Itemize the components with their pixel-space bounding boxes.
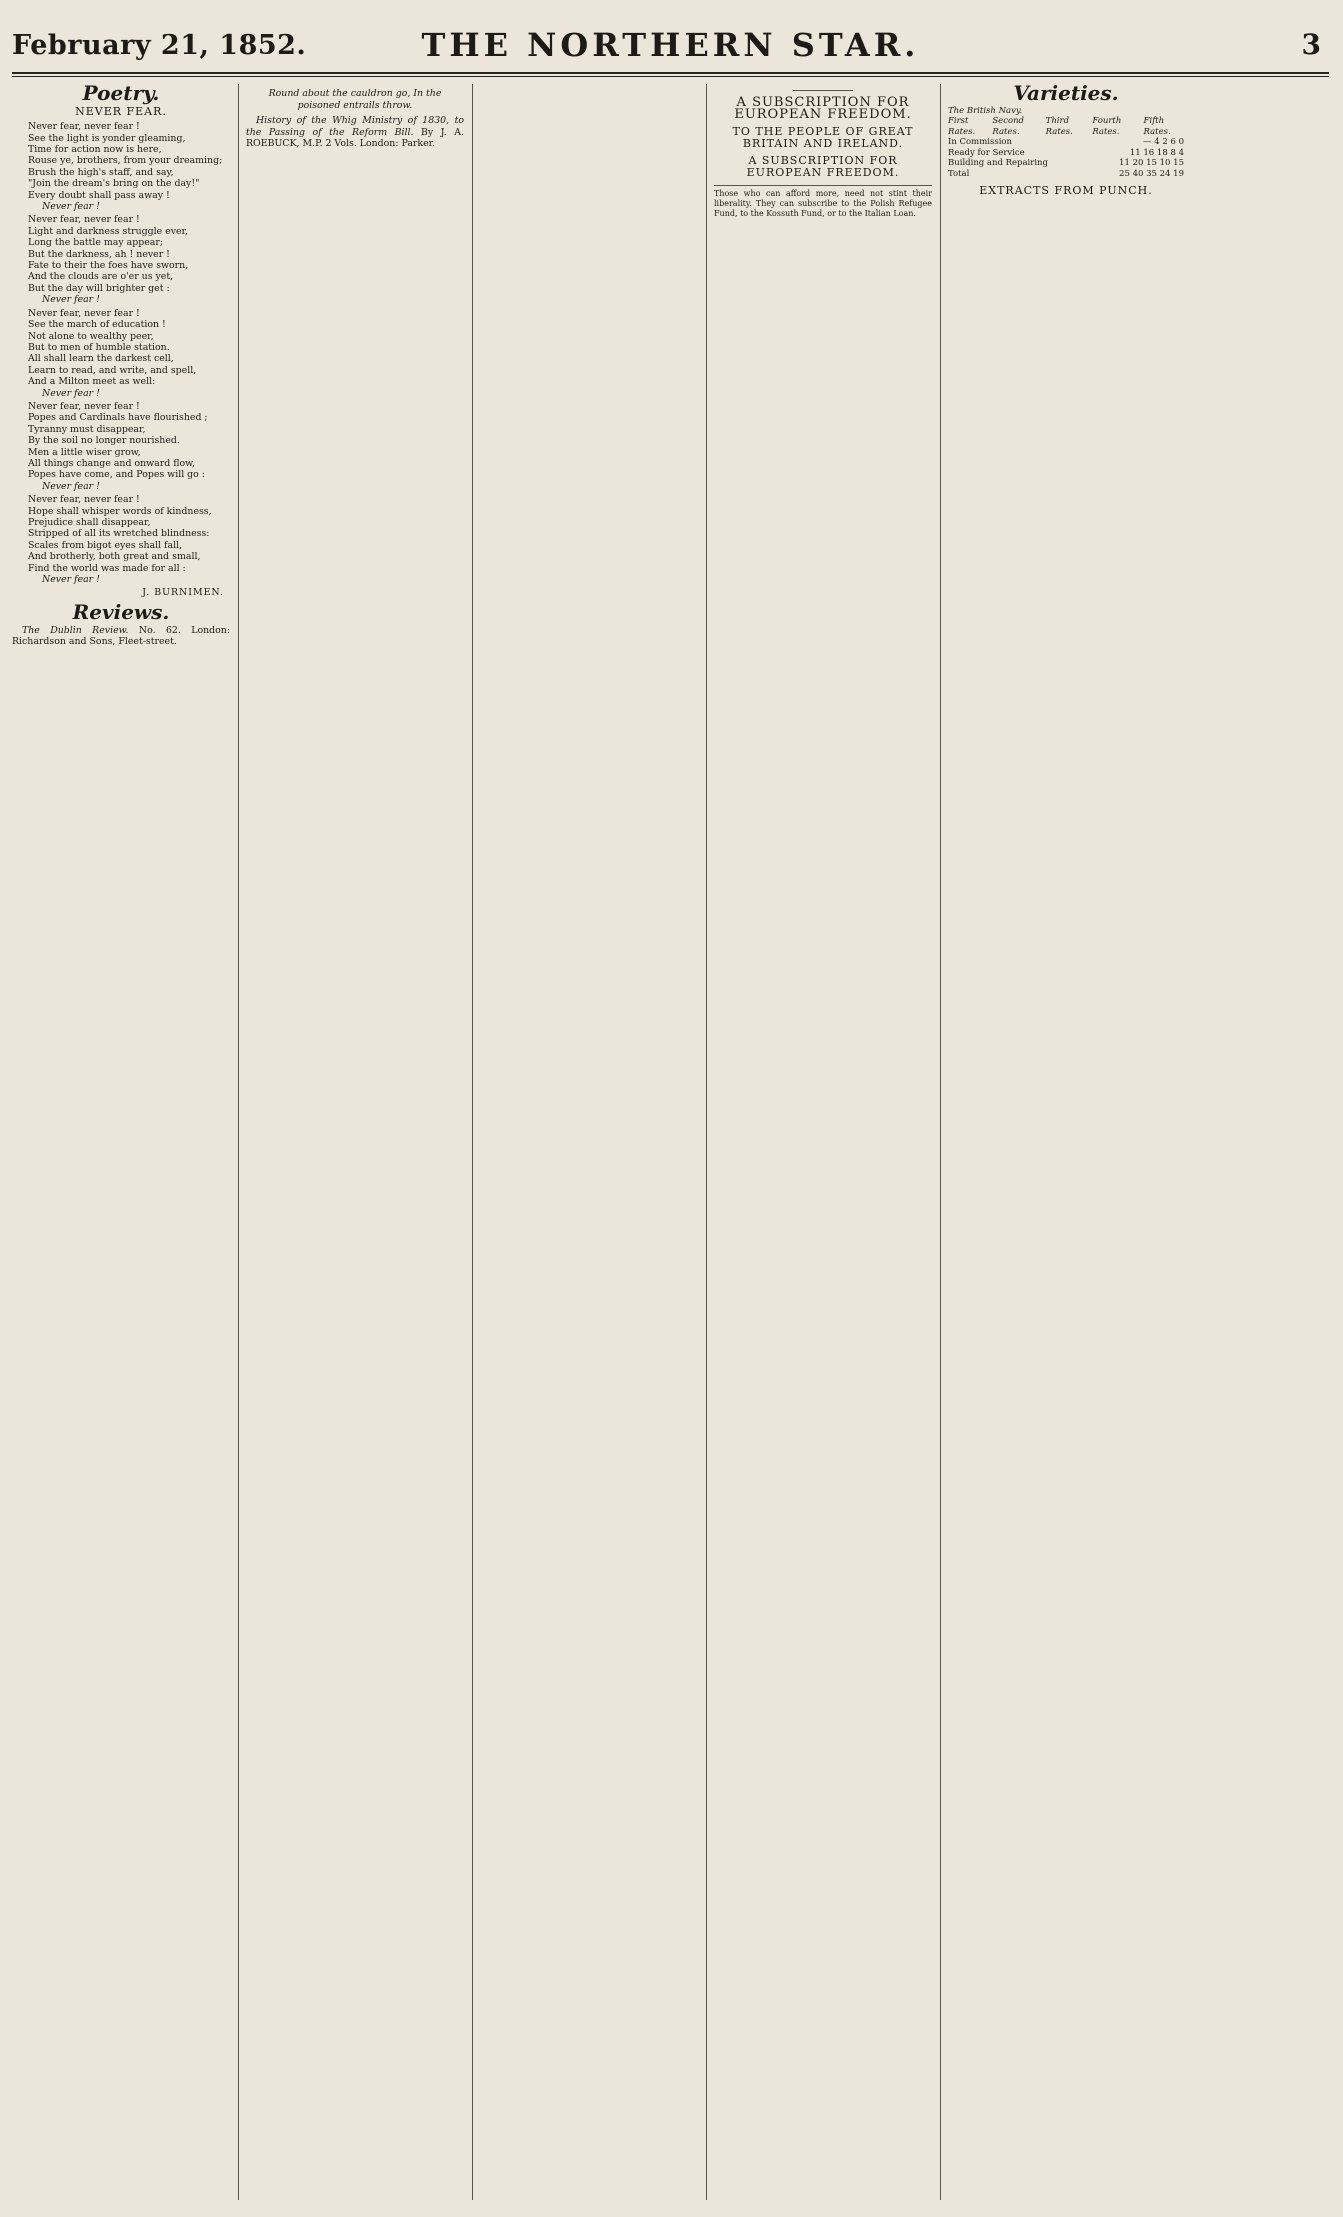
varieties-heading: Varieties. bbox=[1013, 84, 1119, 105]
navy-table-row: Total 25 40 35 24 19 bbox=[948, 168, 1184, 179]
review-publication-title: The Dublin Review. bbox=[22, 624, 129, 636]
masthead-rule bbox=[12, 76, 1329, 77]
navy-table-row: Building and Repairing 11 20 15 10 15 bbox=[948, 158, 1184, 169]
subscription-subtitle: A SUBSCRIPTION FOR EUROPEAN FREEDOM. bbox=[746, 154, 900, 179]
navy-table bbox=[948, 106, 1184, 180]
newspaper-title: THE NORTHERN STAR. bbox=[421, 26, 920, 64]
column-3 bbox=[480, 84, 698, 2200]
navy-table-headers: First Rates. Second Rates. Third Rates. Fourth Rates. Fifth Rates. bbox=[948, 116, 1171, 137]
poem-stanza-4: Never fear, never fear ! Popes and Cardinals have flourished ; Tyranny must disappear, By the soil no longer nourished. Men a little wiser grow, All things change and onward flow, Popes have come, and Popes will go : Never fear ! bbox=[28, 400, 208, 492]
history-byline: By J. A. ROEBUCK, M.P. 2 Vols. London: Parker. bbox=[246, 126, 464, 150]
poem-signature: J. BURNIMEN. bbox=[142, 587, 224, 599]
navy-table-caption: The British Navy. bbox=[948, 105, 1023, 116]
poem-stanza-2: Never fear, never fear ! Light and darkness struggle ever, Long the battle may appear; But the darkness, ah ! never ! Fate to their the foes have sworn, And the clouds are o'er us yet, But the day will brighter get : Never fear ! bbox=[28, 214, 189, 306]
column-5 bbox=[948, 84, 1184, 2200]
reviews-heading: Reviews. bbox=[72, 600, 170, 625]
review-publication-details: No. 62. London: Richardson and Sons, Fleet-street. bbox=[12, 624, 230, 648]
poem-stanza-5: Never fear, never fear ! Hope shall whisper words of kindness, Prejudice shall disappear, Stripped of all its wretched blindness: Scales from bigot eyes shall fall, And brotherly, both great and small, Find the world was made for all : Never fear ! bbox=[28, 494, 212, 586]
navy-table-row: Ready for Service 11 16 18 8 4 bbox=[948, 147, 1184, 158]
history-title: History of the Whig Ministry of 1830, to the Passing of the Reform Bill. bbox=[246, 115, 464, 138]
poem-title: NEVER FEAR. bbox=[75, 104, 167, 118]
history-review-lede bbox=[246, 115, 464, 150]
poetry-heading: Poetry. bbox=[82, 84, 160, 105]
issue-date: February 21, 1852. bbox=[12, 30, 307, 61]
poem-stanza-1: Never fear, never fear ! See the light is yonder gleaming, Time for action now is here, Rouse ye, brothers, from your dreaming; Brush the high's staff, and say, "Join the dream's bring on the day!" Every doubt shall pass away ! Never fear ! bbox=[28, 121, 223, 213]
review-footnote: Round about the cauldron go, In the poisoned entrails throw. bbox=[268, 88, 442, 111]
page-number: 3 bbox=[1301, 28, 1321, 61]
column-1 bbox=[12, 84, 230, 2200]
column-4 bbox=[714, 84, 932, 2200]
review-lede bbox=[12, 625, 230, 648]
column-2 bbox=[246, 84, 464, 2200]
column-rule-3 bbox=[706, 84, 707, 2200]
subscription-address: TO THE PEOPLE OF GREAT BRITAIN AND IRELAND. bbox=[732, 125, 914, 150]
subscription-note: Those who can afford more, need not stint their liberality. They can subscribe to the Polish Refugee Fund, to the Kossuth Fund, or to the Italian Loan. bbox=[714, 185, 932, 219]
column-rule-4 bbox=[940, 84, 941, 2200]
navy-table-row: In Commission — 4 2 6 0 bbox=[948, 137, 1184, 148]
section-divider bbox=[793, 90, 853, 91]
masthead bbox=[12, 12, 1329, 74]
subscription-title: A SUBSCRIPTION FOR EUROPEAN FREEDOM. bbox=[734, 95, 912, 122]
column-rule-2 bbox=[472, 84, 473, 2200]
column-rule-1 bbox=[238, 84, 239, 2200]
poem-stanza-3: Never fear, never fear ! See the march of education ! Not alone to wealthy peer, But to men of humble station. All shall learn the darkest cell, Learn to read, and write, and spell, And a Milton meet as well: Never fear ! bbox=[28, 307, 197, 399]
extracts-heading: EXTRACTS FROM PUNCH. bbox=[979, 184, 1153, 198]
